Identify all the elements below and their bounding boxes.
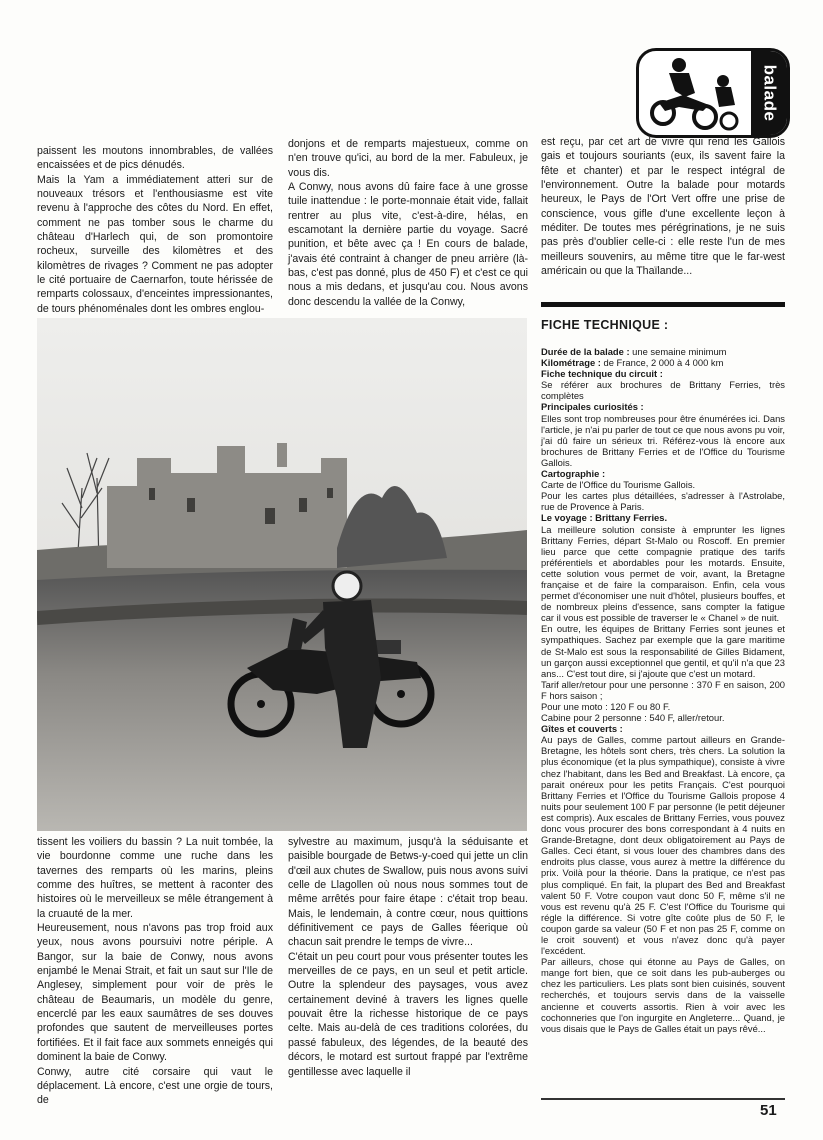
fiche-text: Carte de l'Office du Tourisme Gallois. Pour les cartes plus détaillées, s'adresser à l'Astrolabe, rue de Provence à Paris. [541, 479, 785, 513]
article-column-3-top [541, 135, 785, 278]
fiche-rule [541, 302, 785, 307]
balade-badge [636, 48, 790, 138]
fiche-text: La meilleure solution consiste à emprunter les lignes Brittany Ferries, départ St-Malo ou Roscoff. En premier lieu parce que cette compagnie pratique des tarifs préférentiels et abordables pour les motards. Ensuite, cette solution vous permet de voir, avant, la Bretagne française et de faire la comparaison. Enfin, cela vous permet d'économiser une nuit d'hôtel, plusieurs bouffes, et de nombreux pleins d'essence, sans compter la fatigue car il vous est possible de traverser le « Chanel » de nuit. En outre, les équipes de Brittany Ferries sont jeunes et sympathiques. Sachez par exemple que la gare maritime de St-Malo est sous la responsabilité de Gilles Bidament, un garçon aussi exceptionnel que gentil, et qu'il n'a que 23 ans... C'est tout dire, si j'ajoute que c'est un motard. Tarif aller/retour pour une personne : 370 F en saison, 200 F hors saison ; Pour une moto : 120 F ou 80 F. Cabine pour 2 personne : 540 F, aller/retour. [541, 523, 785, 724]
photo-illustration [37, 318, 527, 831]
fiche-technique [541, 346, 785, 1034]
article-column-1-bottom [37, 835, 273, 1108]
article-text: paissent les moutons innombrables, de vallées encaissées et de pics dénudés. Mais la Yam a immédiatement atteri sur de nouveaux trésors et l'enthousiasme est vite revenu à l'approche des côtes du Nord. En effet, comment ne pas tomber sous le charme du château d'Harlech qui, de son promontoire rocheux, surveille des kilomètres et des kilomètres de rivages ? Comment ne pas adopter le cité portuaire de Caernarfon, toute hérissée de remparts colossaux, d'enceintes impressionantes, de tours phénoménales dont les ombres englou- [37, 145, 273, 315]
article-text: sylvestre au maximum, jusqu'à la séduisante et paisible bourgade de Betws-y-coed qui jette un clin d'œil aux chutes de Swallow, puis nous avons suivi celle de Llagollen où nous nous sommes tout de même arrêtés pour faire étape : c'était trop beau. Mais, le lendemain, à contre cœur, nous quittions définitivement ce pays de Galles féerique où chacun sait prendre le temps de vivre... C'était un peu court pour vous présenter toutes les merveilles de ce pays, en un seul et petit article. Outre la splendeur des paysages, vous avez certainement deviné à travers les lignes quelle pouvait être la richesse historique de ce pays celte. Mais au-delà de ces traditions colorées, du passé fabuleux, des légendes, de la beauté des décors, le motard est surtout frappé par l'extrême gentillesse avec laquelle il [288, 836, 528, 1078]
fiche-value: une semaine minimum [629, 346, 727, 357]
fiche-title: FICHE TECHNIQUE : [541, 318, 669, 332]
bottom-rule [541, 1098, 785, 1100]
fiche-label: Cartographie : [541, 468, 606, 480]
article-text: donjons et de remparts majestueux, comme on n'en trouve qu'ici, au bord de la mer. Fabuleux, je vous dis. A Conwy, nous avons dû faire face à une grosse tuile inattendue : le porte-monnaie était vide, fallait rentrer au plus vite, c'est-à-dire, hélas, en escamotant la dernière partie du voyage. Sacré punition, et bête avec ça ! En cours de balade, j'avais été contraint à changer de pneu arrière (là-bas, c'est pas donné, plus de 450 F) et c'est ce qui nous a mis dedans, et jusqu'au cou. Nous avons donc descendu la vallée de la Conwy, [288, 138, 528, 308]
fiche-label: Principales curiosités : [541, 401, 644, 413]
fiche-label: Durée de la balade : [541, 346, 630, 357]
fiche-label: Fiche technique du circuit : [541, 368, 663, 380]
article-column-2-bottom [288, 835, 528, 1079]
fiche-value: de France, 2 000 à 4 000 km [600, 357, 724, 369]
motorcyclists-illustration [639, 51, 751, 135]
fiche-text: Elles sont trop nombreuses pour être énumérées ici. Dans l'article, je n'ai pu parler de tout ce que nous avons pu voir, j'ai dû faire un sérieux tri. Référez-vous là encore aux brochures de Brittany Ferries et de l'Office du Tourisme Gallois. [541, 412, 785, 468]
article-text: tissent les voiliers du bassin ? La nuit tombée, la vie bourdonne comme une ruche dans les tavernes des remparts où les marins, pleins comme des huîtres, se mettent à raconter des histoires où le merveilleux se mêle étrangement à la cruauté de la mer. Heureusement, nous n'avons pas trop froid aux yeux, nous avons poursuivi notre périple. A Bangor, sur la baie de Conwy, nous avons enjambé le Menai Strait, et fait un saut sur l'Ile de Anglesey, simplement pour voir de près le château de Beaumaris, un modèle du genre, encerclé par les eaux saumâtres de ses douves profondes que sautent de merveilleuses portes fortifiées. Et il fait face aux sommets enneigés qui dominent la baie de Conwy. Conwy, autre cité corsaire qui vaut le déplacement. Là encore, c'est une orgie de tours, de [37, 836, 273, 1107]
fiche-label: Le voyage : Brittany Ferries. [541, 512, 668, 524]
badge-label: balade [760, 64, 780, 122]
article-column-1-top [37, 144, 273, 316]
fiche-label: Gîtes et couverts : [541, 723, 623, 735]
page-number: 51 [760, 1102, 777, 1119]
fiche-label: Kilométrage : [541, 357, 601, 369]
fiche-text: Se référer aux brochures de Brittany Ferries, très complètes [541, 379, 785, 402]
article-column-2-top [288, 137, 528, 309]
castle-motorcycle-photo [37, 318, 527, 831]
article-text: est reçu, par cet art de vivre qui rend les Gallois gais et toujours souriants (eux, ils savent faire la fête et chanter) et par le respect intégral de l'environnement. Outre la balade pour motards heureux, le Pays de l'Ort Vert offre une prise de conscience, vous gifle d'une excellente leçon à méditer. De toutes mes pérégrinations, je ne suis pas près d'oublier celle-ci : elle reste l'un de mes meilleurs souvenirs, au même titre que le far-west américain ou que la Thaïlande... [541, 136, 785, 278]
fiche-text: Au pays de Galles, comme partout ailleurs en Grande-Bretagne, les hôtels sont chers, très chers. La solution la plus économique (et la plus sympathique), consiste à vivre chez l'habitant, dans les Bed and Breakfast. Là encore, ça parait onéreux pour les petits Français. C'est pourquoi Brittany Ferries et l'Office du Tourisme Gallois propose 4 nuits pour seulement 100 F par personne (le petit déjeuner est compris). Aux escales de Brittany Ferries, vous pouvez donc vous procurer des bons correspondant à 4 nuits en Grande-Bretagne, dont deux obligatoirement au Pays de Galles. Ceci étant, si vous louer des chambres dans des endroits plus classe, vous aurez à mettre la différence du prix. Voilà pour la théorie. Dans la pratique, ce n'est pas plus compliqué. En fait, la plupart des Bed and Breakfast valent 50 F. Votre coupon vaut donc 50 F, même s'il ne vous est revenu qu'à 25 F. C'est l'Office du Tourisme qui régle la différence. Si votre gîte coûte plus de 50 F, le coupon garde sa valeur (50 F et non pas 25 F, comme on le croit souvent) et vous n'avez donc qu'à payer l'excédent. Par ailleurs, chose qui étonne au Pays de Galles, on mange fort bien, que ce soit dans les pub-auberges ou chez les particuliers. Les plats sont bien cuisinés, souvent recherchés, et toujours servis dans de la vaisselle ancienne et couverts assortis. Rien à voir avec les cochonneries que l'on ingurgite en Angleterre... Quand, je vous disais que le Pays de Galles était un pays rêvé... [541, 734, 785, 1034]
